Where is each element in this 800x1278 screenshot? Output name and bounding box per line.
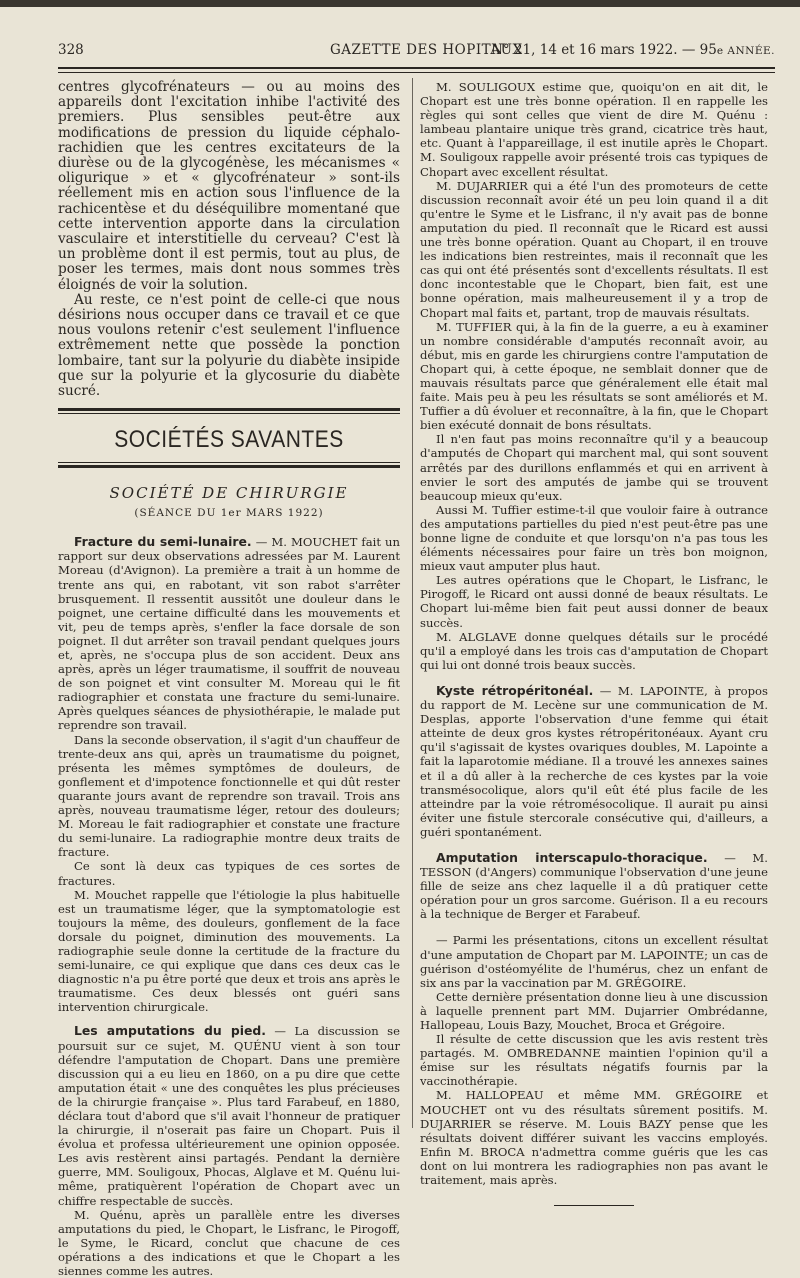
society-date: (SÉANCE DU 1er MARS 1922) <box>134 507 324 520</box>
presentations-paragraph: — Parmi les présentations, citons un excellent résultat d'une amputation de Chopart par M. LAPOINTE; un cas de guérison d'ostéomyélite de l'humérus, chez un enfant de six ans par la vaccination par M. GRÉGOIRE. <box>420 933 768 990</box>
issue-date: N° 21, 14 et 16 mars 1922. — 95 <box>491 42 717 58</box>
alglave-paragraph: M. ALGLAVE donne quelques détails sur le procédé qu'il a employé dans les trois cas d'amputation de Chopart qui lui ont donné trois beaux succès. <box>420 629 768 672</box>
intro-paragraph-2: Au reste, ce n'est point de celle-ci que nous désirions nous occuper dans ce travail et ce que nous voulons retenir c'est seulement l'influence extrêmement nette que possède la ponction lombaire, tant sur la polyurie du diabète insipide que sur la polyurie et la glycosurie du diabète sucré. <box>58 291 400 400</box>
amputation-paragraph-1 <box>58 1024 400 1207</box>
right-column <box>420 80 768 1206</box>
journal-title: GAZETTE DES HOPITAUX <box>330 42 523 58</box>
fracture-text: — M. MOUCHET fait un rapport sur deux observations adressées par M. Laurent Moreau (d'Avignon). La première a trait à un homme de trente ans qui, en rabotant, vit son rabot s'arrêter brusquement. Il ressentit aussitôt une douleur dans le poignet, une certaine difficulté dans les mouvements et vit, peu de temps après, s'enfler la face dorsale de son poignet. Il dut arrêter son travail pendant quelques jours et, après, ne s'occupa plus de son accident. Deux ans après, après un léger traumatisme, il souffrit de nouveau de son poignet et vint consulter M. Moreau qui le fit radiographier et constata une fracture du semi-lunaire. Après quelques séances de physiothérapie, le malade put reprendre son travail. <box>58 535 400 733</box>
tuffier-paragraph-4: Les autres opérations que le Chopart, le Lisfranc, le Pirogoff, le Ricard ont aussi donné de beaux résultats. Le Chopart lui-même bien fait peut aussi donner de beaux succès. <box>420 573 768 630</box>
page-header <box>58 42 775 64</box>
section-rule-bottom-thin <box>58 462 400 463</box>
fracture-paragraph-2: Dans la seconde observation, il s'agit d'un chauffeur de trente-deux ans qui, après un traumatisme du poignet, présenta les mêmes symptômes de douleurs, de gonflement et d'impotence fonctionnelle et qui dût rester quarante jours avant de reprendre son travail. Trois ans après, nouveau traumatisme léger, retour des douleurs; M. Moreau le fait radiographier et constate une fracture du semi-lunaire. La radiographie montre deux traits de fracture. <box>58 732 401 860</box>
kyste-text: — M. LAPOINTE, à propos du rapport de M. Lecène sur une communication de M. Desplas, apporte l'observation d'une femme qui était atteinte de deux gros kystes rétropéritonéaux. Ayant cru qu'il s'agissait de kystes ovariques doubles, M. Lapointe a fait la laparotomie médiane. Il a trouvé les annexes saines et il a dû aller à la recherche de ces kystes par la voie transmésocolique, alors qu'il eût été plus facile de les atteindre par la voie rétromésocolique. Il aurait pu ainsi éviter une fistule stercorale consécutive qui, d'ailleurs, a guéri spontanément. <box>420 683 768 839</box>
page-top-edge <box>0 0 800 7</box>
header-rule-thin <box>58 72 775 73</box>
interscapulo-paragraph <box>420 851 768 921</box>
fracture-paragraph-4: M. Mouchet rappelle que l'étiologie la plus habituelle est un traumatisme léger, que la symptomatologie est toujours la même, des douleurs, gonflement de la face dorsale du poignet, diminution des mouvements. La radiographie seule donne la certitude de la fracture du semi-lunaire, ce qui explique que dans ces deux cas le diagnostic n'a pu être porté que deux et trois ans après le traumatisme. Ces deux blessés ont guéri sans intervention chirurgicale. <box>58 887 400 1015</box>
amputation-heading: Les amputations du pied. <box>74 1023 266 1039</box>
hallopeau-paragraph: M. HALLOPEAU et même MM. GRÉGOIRE et MOUCHET ont vu des résultats sûrement positifs. M. DUJARRIER se réserve. M. Louis BAZY pense que les résultats doivent différer suivant les vaccins employés. Enfin M. BROCA n'admettra comme guéris que les cas dont on lui montrera les radiographies non pas avant le traitement, mais après. <box>420 1088 768 1188</box>
kyste-heading: Kyste rétropéritonéal. <box>436 682 594 698</box>
society-title: SOCIÉTÉ DE CHIRURGIE <box>109 484 349 503</box>
section-title: SOCIÉTÉS SAVANTES <box>114 426 344 453</box>
fracture-heading: Fracture du semi-lunaire. <box>74 534 252 550</box>
issue-year: e ANNÉE. <box>716 45 775 57</box>
interscapulo-heading: Amputation interscapulo-thoracique. <box>436 849 708 865</box>
end-rule <box>554 1205 634 1206</box>
column-divider <box>412 78 413 1128</box>
header-rule-thick <box>58 67 775 69</box>
tuffier-paragraph-1: M. TUFFIER qui, à la fin de la guerre, a eu à examiner un nombre considérable d'amputés reconnaît avoir, au début, mis en garde les chirurgiens contre l'amputation de Chopart qui, à cette époque, ne semblait donner que de mauvais résultats parce que généralement elle était mal faite. Mais peu à peu les résultats se sont améliorés et M. Tuffier a dû évoluer et reconnaître, à la fin, que le Chopart bien exécuté donnait de bons résultats. <box>420 319 768 433</box>
section-rule-top <box>58 408 400 411</box>
tuffier-paragraph-3: Aussi M. Tuffier estime-t-il que vouloir faire à outrance des amputations partielles du pied n'est peut-être pas une bonne ligne de conduite et que lorsqu'on n'a pas tous les éléments nécessaires pour faire un très bon moignon, mieux vaut amputer plus haut. <box>420 502 768 574</box>
fracture-paragraph-1 <box>58 535 400 732</box>
amputation-text: — La discussion se poursuit sur ce sujet, M. QUÉNU vient à son tour défendre l'amputation de Chopart. Dans une première discussion qui a eu lieu en 1860, on a pu dire que cette amputation était « une des conquêtes les plus précieuses de la chirurgie française ». Plus tard Farabeuf, en 1880, déclara tout d'abord que s'il avait l'honneur de pratiquer la chirurgie, il n'oserait pas faire un Chopart. Puis il évolua et professa ultérieurement une opinion opposée. Les avis restèrent ainsi partagés. Pendant la dernière guerre, MM. Souligoux, Phocas, Alglave et M. Quénu lui-même, pratiquèrent l'opération de Chopart avec un chiffre respectable de succès. <box>58 1024 400 1208</box>
fracture-paragraph-3: Ce sont là deux cas typiques de ces sortes de fractures. <box>58 859 400 888</box>
intro-paragraph-1: centres glycofrénateurs — ou au moins des appareils dont l'excitation inhibe l'activité des premiers. Plus sensibles peut-être aux modifications de pression du liquide céphalo-rachidien que les centres excitateurs de la diurèse ou de la glycogénèse, les mécanismes « oligurique » et « glycofrénateur » sont-ils réellement mis en action sous l'influence de la rachicentèse et du déséquilibre momentané que cette intervention apporte dans la circulation vasculaire et interstitielle du cerveau? C'est là un problème dont il est permis, tout au plus, de poser les termes, mais dont nous sommes très éloignés de voir la solution. <box>58 79 400 293</box>
left-column <box>58 80 400 1278</box>
resulte-paragraph: Il résulte de cette discussion que les avis restent très partagés. M. OMBREDANNE maintien l'opinion qu'il a émise sur les résultats négatifs fournis par la vaccinothérapie. <box>420 1032 768 1089</box>
dujarrier-paragraph: M. DUJARRIER qui a été l'un des promoteurs de cette discussion reconnaît avoir été un peu loin quand il a dit qu'entre le Syme et le Lisfranc, il n'y avait pas de bonne amputation du pied. Il reconnaît que le Ricard est aussi une très bonne opération. Quant au Chopart, il en trouve les indications bien restreintes, mais il reconnaît que les cas qui ont été présentés sont d'excellents résultats. Il est donc incontestable que le Chopart, bien fait, est une bonne opération, mais malheureusement il y a trop de Chopart mal faits et, partant, trop de mauvais résultats. <box>420 178 768 320</box>
section-rule-bottom <box>58 465 400 468</box>
discussion-paragraph: Cette dernière présentation donne lieu à une discussion à laquelle prennent part MM. Dujarrier Ombrédanne, Hallopeau, Louis Bazy, Mouchet, Broca et Grégoire. <box>420 989 768 1032</box>
souligoux-paragraph: M. SOULIGOUX estime que, quoiqu'on en ait dit, le Chopart est une très bonne opération. Il en rappelle les règles qui sont celles que vient de dire M. Quénu : lambeau plantaire unique très grand, cicatrice très haut, etc. Quant à l'appareillage, il est inutile après le Chopart. M. Souligoux rappelle avoir présenté trois cas typiques de Chopart avec excellent résultat. <box>420 80 768 179</box>
spacer <box>420 921 768 933</box>
interscapulo-text: — M. TESSON (d'Angers) communique l'observation d'une jeune fille de seize ans chez laquelle il a dû pratiquer cette opération pour un gros sarcome. Guérison. Il a eu recours à la technique de Berger et Farabeuf. <box>420 850 768 922</box>
section-rule-top-thin <box>58 413 400 414</box>
page-number: 328 <box>58 42 84 58</box>
kyste-paragraph <box>420 684 768 839</box>
amputation-paragraph-2: M. Quénu, après un parallèle entre les diverses amputations du pied, le Chopart, le Lisfranc, le Pirogoff, le Syme, le Ricard, conclut que chacune de ces opérations a des indications et que le Chopart a les siennes comme les autres. <box>58 1207 400 1278</box>
issue-info <box>491 42 775 58</box>
tuffier-paragraph-2: Il n'en faut pas moins reconnaître qu'il y a beaucoup d'amputés de Chopart qui marchent mal, qui sont souvent arrêtés par des durillons enflammés et qui en arrivent à envier le sort des amputés de jambe qui se trouvent beaucoup mieux qu'eux. <box>420 432 768 503</box>
